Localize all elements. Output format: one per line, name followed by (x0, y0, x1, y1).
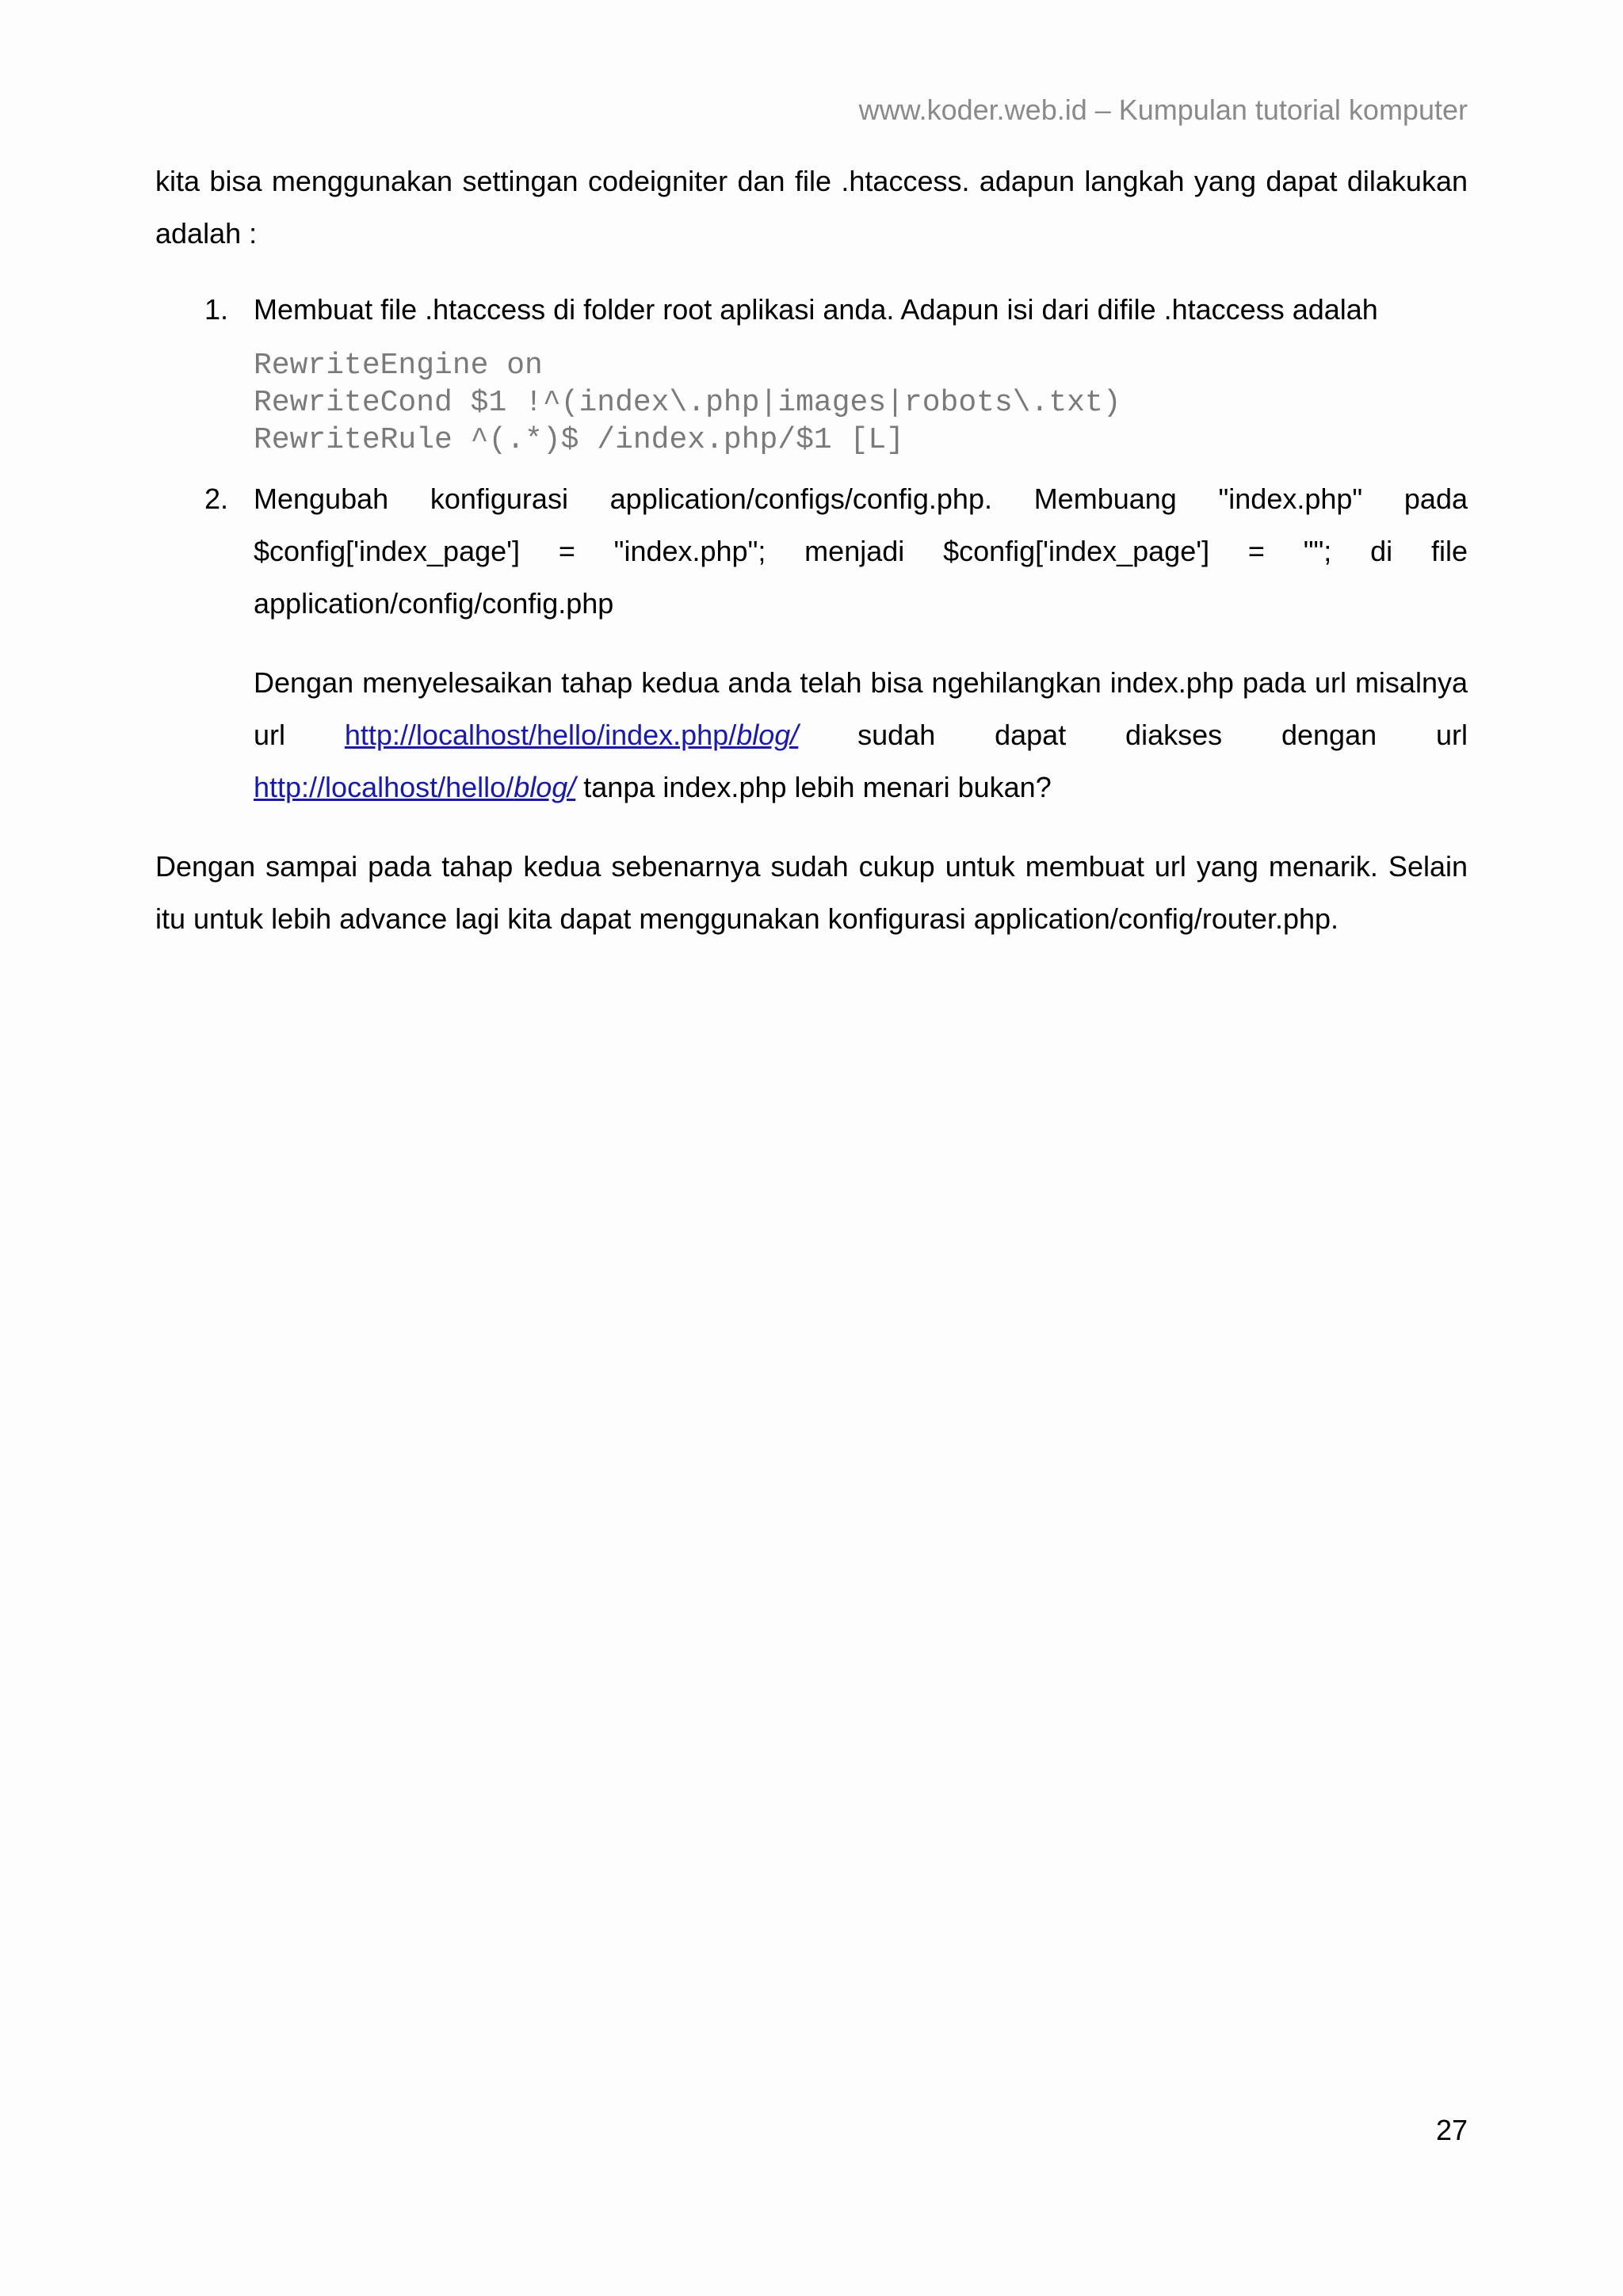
followup-text-after-link: tanpa index.php lebih menari bukan? (575, 771, 1052, 803)
followup-text-before-link: Dengan menyelesaikan tahap kedua anda telah bisa ngehilangkan index.php pada url misalnya url (254, 666, 1468, 751)
url-link-with-index[interactable] (345, 719, 798, 751)
page-header: www.koder.web.id – Kumpulan tutorial komputer (858, 93, 1468, 126)
page-number: 27 (1435, 2114, 1468, 2146)
conclusion-paragraph: Dengan sampai pada tahap kedua sebenarnya sudah cukup untuk membuat url yang menarik. Selain itu untuk lebih advance lagi kita dapat menggunakan konfigurasi application/config/router.php. (155, 850, 1468, 935)
step-text-1: Membuat file .htaccess di folder root aplikasi anda. Adapun isi dari difile .htaccess adalah (254, 293, 1378, 326)
url-link-without-index-base: http://localhost/hello/ (254, 771, 514, 803)
step-item-1 (155, 284, 1468, 459)
url-link-with-index-path: blog/ (736, 719, 799, 751)
step-item-2 (155, 473, 1468, 814)
code-line-2: RewriteCond $1 !^(index\.php|images|robots\.txt) (254, 386, 1121, 420)
followup-text-between-links: sudah dapat diakses dengan url (798, 719, 1468, 751)
url-link-without-index-path: blog/ (514, 771, 576, 803)
step-number-1: 1. (204, 293, 229, 326)
steps-list (155, 284, 1468, 814)
page-content (155, 155, 1468, 945)
intro-paragraph: kita bisa menggunakan settingan codeigniter dan file .htaccess. adapun langkah yang dapat dilakukan adalah : (155, 165, 1468, 250)
step-text-2: Mengubah konfigurasi application/configs/config.php. Membuang "index.php" pada $config['index_page'] = "index.php"; menjadi $config['index_page'] = ""; di file application/config/config.php (254, 482, 1468, 620)
step-2-followup-paragraph (254, 657, 1468, 814)
url-link-with-index-base: http://localhost/hello/index.php/ (344, 719, 737, 751)
code-line-1: RewriteEngine on (254, 349, 543, 383)
url-link-without-index[interactable] (254, 771, 575, 803)
step-number-2: 2. (204, 482, 229, 515)
code-line-3: RewriteRule ^(.*)$ /index.php/$1 [L] (254, 423, 904, 457)
htaccess-code-block (254, 347, 1468, 459)
